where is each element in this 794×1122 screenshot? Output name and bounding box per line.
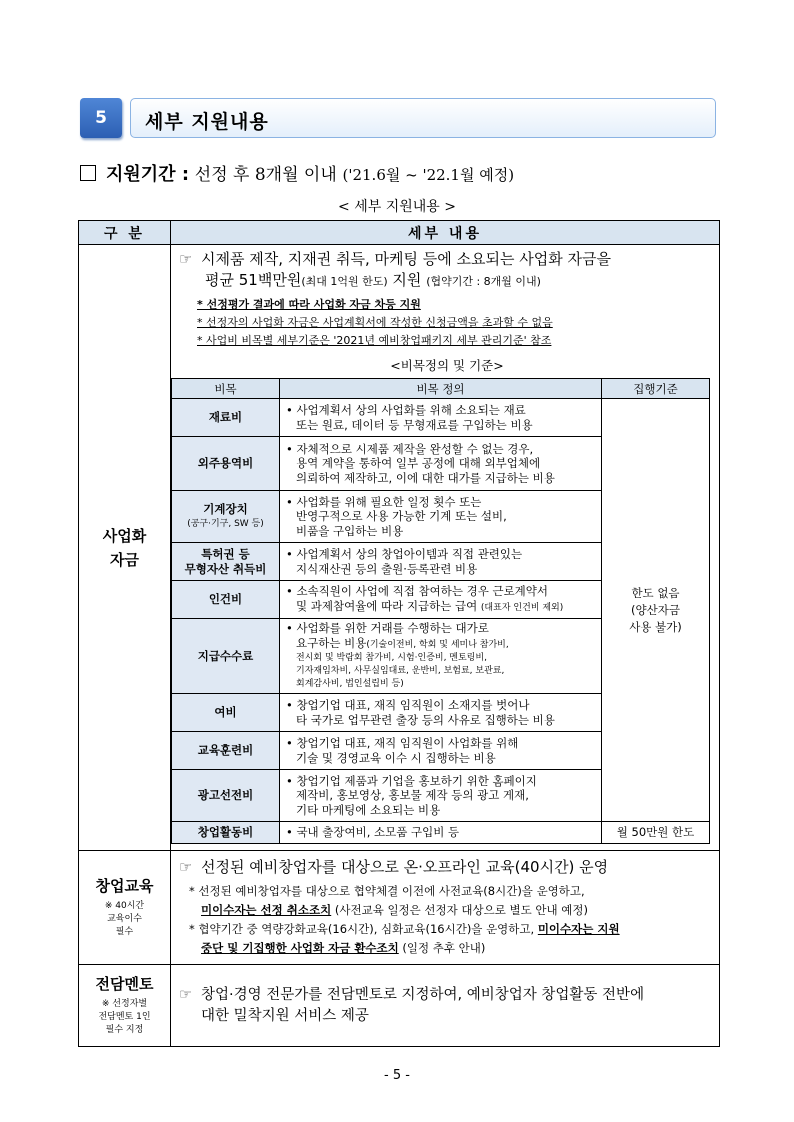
table-header-row xyxy=(79,221,720,245)
section-title-box xyxy=(130,98,716,138)
cost-item-name: 인건비 xyxy=(172,581,280,619)
cost-item-def: • 창업기업 대표, 재직 임직원이 소재지를 벗어나 타 국가로 업무관련 출장 등의 사유로 집행하는 비용 xyxy=(280,694,602,732)
business-lead-line2: 평균 51백만원(최대 1억원 한도) 지원 (협약기간 : 8개월 이내) xyxy=(205,271,541,289)
cost-header-def: 비목 정의 xyxy=(280,379,602,399)
mentor-line2: 대한 밀착지원 서비스 제공 xyxy=(201,1007,369,1024)
table-caption: < 세부 지원내용 > xyxy=(338,199,456,215)
period-label: 지원기간 : xyxy=(106,164,190,185)
cost-caption: <비목정의 및 기준> xyxy=(390,358,504,373)
cost-item-def: • 국내 출장여비, 소모품 구입비 등 xyxy=(280,822,602,844)
cost-item-name: 재료비 xyxy=(172,399,280,437)
cost-item-def: • 사업화를 위한 거래를 수행하는 대가로 요구하는 비용(기술이전비, 학회 및 세미나 참가비, 전시회 및 박람회 참가비, 시험·인증비, 멘토링비, 기자재임차비, 사무실임대료, 운반비, 보험료, 보관료, 회계감사비, 법인설립비 등) xyxy=(280,619,602,694)
support-period xyxy=(80,160,720,188)
education-bullet-1: * 선정된 예비창업자를 대상으로 협약체결 이전에 사전교육(8시간)을 운영하고, 미이수자는 선정 취소조치 (사전교육 일정은 선정자 대상으로 별도 안내 예정) xyxy=(189,884,588,917)
category-business-fund: 사업화 자금 xyxy=(79,245,171,851)
education-detail xyxy=(171,851,720,965)
section-number: 5 xyxy=(80,98,122,138)
education-bullet-2: * 협약기간 중 역량강화교육(16시간), 심화교육(16시간)을 운영하고, 미이수자는 지원 중단 및 기집행한 사업화 자금 환수조치 (일정 추후 안내) xyxy=(189,922,620,955)
cost-item-name: 교육훈련비 xyxy=(172,732,280,770)
period-value: 선정 후 8개월 이내 xyxy=(194,165,337,185)
cost-header-item: 비목 xyxy=(172,379,280,399)
cost-item-name: 여비 xyxy=(172,694,280,732)
category-mentor: 전담멘토 ※ 선정자별 전담멘토 1인 필수 지정 xyxy=(79,965,171,1047)
checkbox-square-icon xyxy=(80,165,96,181)
business-bullet-1: * 선정평가 결과에 따라 사업화 자금 차등 지원 xyxy=(197,298,421,311)
cost-item-name: 지급수수료 xyxy=(172,619,280,694)
section-header xyxy=(80,98,716,138)
business-bullet-2: * 선정자의 사업화 자금은 사업계획서에 작성한 신청금액을 초과할 수 없음 xyxy=(197,316,553,329)
mentor-line1: ☞ 창업·경영 전문가를 전담멘토로 지정하여, 예비창업자 창업활동 전반에 xyxy=(179,985,719,1006)
cost-item-name: 기계장치 (공구·기구, SW 등) xyxy=(172,491,280,543)
business-lead: ☞ 시제품 제작, 지재권 취득, 마케팅 등에 소요되는 사업화 자금을 xyxy=(179,250,611,268)
cost-item-name: 외주용역비 xyxy=(172,437,280,491)
row-mentor xyxy=(79,965,720,1047)
cost-item-name: 창업활동비 xyxy=(172,822,280,844)
mentor-detail xyxy=(171,965,720,1047)
cost-item-table xyxy=(171,378,710,844)
header-category: 구 분 xyxy=(79,221,171,245)
cost-header-row xyxy=(172,379,710,399)
header-detail: 세부 내용 xyxy=(171,221,720,245)
pointing-hand-icon: ☞ xyxy=(179,250,193,268)
cost-exec-shared: 한도 없음 (양산자금 사용 불가) xyxy=(602,399,710,822)
cost-item-def: • 창업기업 제품과 기업을 홍보하기 위한 홈페이지 제작비, 홍보영상, 홍보물 제작 등의 광고 게재, 기타 마케팅에 소요되는 비용 xyxy=(280,770,602,822)
business-fund-detail xyxy=(171,245,720,851)
page-number: - 5 - xyxy=(384,1068,410,1083)
cost-item-def: • 창업기업 대표, 재직 임직원이 사업화를 위해 기술 및 경영교육 이수 시 집행하는 비용 xyxy=(280,732,602,770)
cost-item-def: • 자체적으로 시제품 제작을 완성할 수 없는 경우, 용역 계약을 통하여 일부 공정에 대해 외부업체에 의뢰하여 제작하고, 이에 대한 대가를 지급하는 비용 xyxy=(280,437,602,491)
cost-item-def: • 사업계획서 상의 사업화를 위해 소요되는 재료 또는 원료, 데이터 등 무형재료를 구입하는 비용 xyxy=(280,399,602,437)
category-education: 창업교육 ※ 40시간 교육이수 필수 xyxy=(79,851,171,965)
cost-row xyxy=(172,399,710,437)
cost-row xyxy=(172,822,710,844)
support-table xyxy=(78,220,720,1047)
cost-item-def: • 소속직원이 사업에 직접 참여하는 경우 근로계약서 및 과제참여율에 따라 지급하는 급여 (대표자 인건비 제외) xyxy=(280,581,602,619)
pointing-hand-icon: ☞ xyxy=(179,858,193,876)
row-education xyxy=(79,851,720,965)
row-business-fund xyxy=(79,245,720,851)
cost-header-exec: 집행기준 xyxy=(602,379,710,399)
cost-item-def: • 사업계획서 상의 창업아이템과 직접 관련있는 지식재산권 등의 출원·등록관련 비용 xyxy=(280,543,602,581)
education-lead: ☞ 선정된 예비창업자를 대상으로 온·오프라인 교육(40시간) 운영 xyxy=(179,858,609,876)
business-bullet-3: * 사업비 비목별 세부기준은 '2021년 예비창업패키지 세부 관리기준' 참조 xyxy=(197,334,552,347)
cost-item-name: 특허권 등 무형자산 취득비 xyxy=(172,543,280,581)
cost-item-name: 광고선전비 xyxy=(172,770,280,822)
pointing-hand-icon: ☞ xyxy=(179,986,192,1003)
cost-exec-monthly: 월 50만원 한도 xyxy=(602,822,710,844)
cost-item-def: • 사업화를 위해 필요한 일정 횟수 또는 반영구적으로 사용 가능한 기계 또는 설비, 비품을 구입하는 비용 xyxy=(280,491,602,543)
period-note: ('21.6월 ~ '22.1월 예정) xyxy=(342,166,515,184)
section-title: 세부 지원내용 xyxy=(145,111,269,133)
